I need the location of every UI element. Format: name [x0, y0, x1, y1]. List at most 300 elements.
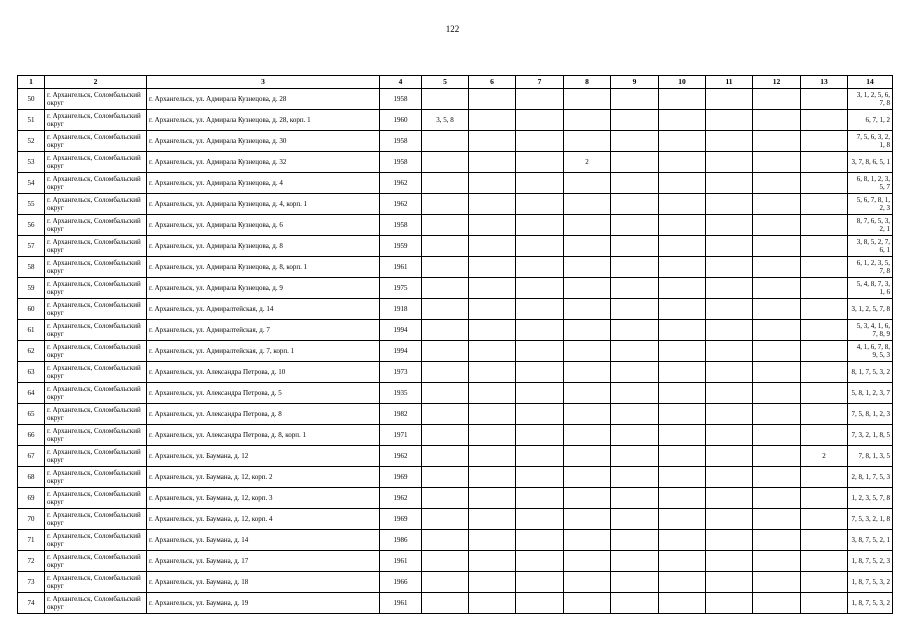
- row-number-cell: 72: [18, 551, 45, 572]
- col13-cell: [801, 593, 848, 614]
- col10-cell: [659, 131, 706, 152]
- col10-cell: [659, 278, 706, 299]
- col9-cell: [611, 341, 659, 362]
- codes-cell: 7, 8, 1, 3, 5: [848, 446, 893, 467]
- codes-cell: 8, 7, 6, 5, 3, 2, 1: [848, 215, 893, 236]
- table-row: [18, 173, 893, 194]
- col7-cell: [516, 299, 564, 320]
- codes-cell: 2, 8, 1, 7, 5, 3: [848, 467, 893, 488]
- col5-cell: [422, 215, 469, 236]
- address-cell: г. Архангельск, ул. Баумана, д. 17: [147, 551, 380, 572]
- address-cell: г. Архангельск, ул. Александра Петрова, д. 5: [147, 383, 380, 404]
- col7-cell: [516, 152, 564, 173]
- col10-cell: [659, 509, 706, 530]
- col13-cell: [801, 572, 848, 593]
- year-cell: 1994: [380, 341, 422, 362]
- col7-cell: [516, 131, 564, 152]
- col11-cell: [706, 446, 753, 467]
- year-cell: 1961: [380, 551, 422, 572]
- col8-cell: [564, 173, 611, 194]
- col5-cell: [422, 341, 469, 362]
- col10-cell: [659, 89, 706, 110]
- district-cell: г. Архангельск, Соломбальский округ: [45, 257, 147, 278]
- district-cell: г. Архангельск, Соломбальский округ: [45, 299, 147, 320]
- col7-cell: [516, 215, 564, 236]
- col13-cell: 2: [801, 446, 848, 467]
- column-header-6: 6: [469, 76, 516, 89]
- row-number-cell: 58: [18, 257, 45, 278]
- col12-cell: [753, 404, 801, 425]
- address-cell: г. Архангельск, ул. Адмирала Кузнецова, д. 30: [147, 131, 380, 152]
- col6-cell: [469, 593, 516, 614]
- district-cell: г. Архангельск, Соломбальский округ: [45, 446, 147, 467]
- col10-cell: [659, 593, 706, 614]
- col7-cell: [516, 404, 564, 425]
- col12-cell: [753, 89, 801, 110]
- col11-cell: [706, 593, 753, 614]
- col13-cell: [801, 488, 848, 509]
- address-cell: г. Архангельск, ул. Баумана, д. 12: [147, 446, 380, 467]
- col8-cell: [564, 131, 611, 152]
- col13-cell: [801, 236, 848, 257]
- row-number-cell: 50: [18, 89, 45, 110]
- codes-cell: 5, 4, 8, 7, 3, 1, 6: [848, 278, 893, 299]
- col11-cell: [706, 509, 753, 530]
- table-row: [18, 509, 893, 530]
- year-cell: 1994: [380, 320, 422, 341]
- building-register-table: [17, 75, 893, 614]
- table-row: [18, 320, 893, 341]
- col9-cell: [611, 257, 659, 278]
- col8-cell: 2: [564, 152, 611, 173]
- col11-cell: [706, 299, 753, 320]
- row-number-cell: 57: [18, 236, 45, 257]
- col7-cell: [516, 89, 564, 110]
- col9-cell: [611, 572, 659, 593]
- year-cell: 1960: [380, 110, 422, 131]
- col13-cell: [801, 152, 848, 173]
- col13-cell: [801, 551, 848, 572]
- col7-cell: [516, 341, 564, 362]
- col13-cell: [801, 110, 848, 131]
- year-cell: 1975: [380, 278, 422, 299]
- codes-cell: 4, 1, 6, 7, 8, 9, 5, 3: [848, 341, 893, 362]
- col10-cell: [659, 404, 706, 425]
- col7-cell: [516, 467, 564, 488]
- col9-cell: [611, 404, 659, 425]
- col5-cell: [422, 278, 469, 299]
- year-cell: 1966: [380, 572, 422, 593]
- table-row: [18, 236, 893, 257]
- col5-cell: [422, 236, 469, 257]
- col7-cell: [516, 320, 564, 341]
- col8-cell: [564, 320, 611, 341]
- col13-cell: [801, 215, 848, 236]
- district-cell: г. Архангельск, Соломбальский округ: [45, 278, 147, 299]
- year-cell: 1958: [380, 89, 422, 110]
- col9-cell: [611, 593, 659, 614]
- col9-cell: [611, 425, 659, 446]
- codes-cell: 6, 7, 1, 2: [848, 110, 893, 131]
- table-row: [18, 215, 893, 236]
- col8-cell: [564, 236, 611, 257]
- codes-cell: 1, 8, 7, 5, 3, 2: [848, 593, 893, 614]
- table-row: [18, 383, 893, 404]
- col7-cell: [516, 194, 564, 215]
- col6-cell: [469, 131, 516, 152]
- col13-cell: [801, 509, 848, 530]
- col10-cell: [659, 320, 706, 341]
- col12-cell: [753, 131, 801, 152]
- row-number-cell: 63: [18, 362, 45, 383]
- col5-cell: [422, 467, 469, 488]
- col9-cell: [611, 215, 659, 236]
- year-cell: 1986: [380, 530, 422, 551]
- row-number-cell: 52: [18, 131, 45, 152]
- col11-cell: [706, 467, 753, 488]
- col10-cell: [659, 215, 706, 236]
- column-number-header-row: [18, 76, 893, 89]
- col6-cell: [469, 446, 516, 467]
- table-row: [18, 341, 893, 362]
- address-cell: г. Архангельск, ул. Баумана, д. 18: [147, 572, 380, 593]
- col5-cell: [422, 593, 469, 614]
- codes-cell: 6, 1, 2, 3, 5, 7, 8: [848, 257, 893, 278]
- address-cell: г. Архангельск, ул. Баумана, д. 12, корп. 4: [147, 509, 380, 530]
- address-cell: г. Архангельск, ул. Адмиралтейская, д. 7: [147, 320, 380, 341]
- row-number-cell: 68: [18, 467, 45, 488]
- table-row: [18, 299, 893, 320]
- col6-cell: [469, 173, 516, 194]
- col11-cell: [706, 362, 753, 383]
- col7-cell: [516, 425, 564, 446]
- row-number-cell: 60: [18, 299, 45, 320]
- col6-cell: [469, 551, 516, 572]
- address-cell: г. Архангельск, ул. Баумана, д. 12, корп. 3: [147, 488, 380, 509]
- col11-cell: [706, 572, 753, 593]
- col13-cell: [801, 530, 848, 551]
- col11-cell: [706, 320, 753, 341]
- row-number-cell: 74: [18, 593, 45, 614]
- col7-cell: [516, 257, 564, 278]
- col6-cell: [469, 257, 516, 278]
- col10-cell: [659, 530, 706, 551]
- col11-cell: [706, 488, 753, 509]
- col12-cell: [753, 572, 801, 593]
- col9-cell: [611, 110, 659, 131]
- codes-cell: 3, 1, 2, 5, 6, 7, 8: [848, 89, 893, 110]
- col5-cell: [422, 362, 469, 383]
- address-cell: г. Архангельск, ул. Баумана, д. 19: [147, 593, 380, 614]
- col5-cell: [422, 425, 469, 446]
- row-number-cell: 67: [18, 446, 45, 467]
- row-number-cell: 56: [18, 215, 45, 236]
- col7-cell: [516, 446, 564, 467]
- column-header-13: 13: [801, 76, 848, 89]
- table-row: [18, 425, 893, 446]
- codes-cell: 3, 1, 2, 5, 7, 8: [848, 299, 893, 320]
- col8-cell: [564, 530, 611, 551]
- row-number-cell: 65: [18, 404, 45, 425]
- col5-cell: [422, 446, 469, 467]
- year-cell: 1971: [380, 425, 422, 446]
- col11-cell: [706, 236, 753, 257]
- codes-cell: 3, 8, 5, 2, 7, 6, 1: [848, 236, 893, 257]
- year-cell: 1962: [380, 173, 422, 194]
- col13-cell: [801, 257, 848, 278]
- col6-cell: [469, 299, 516, 320]
- year-cell: 1959: [380, 236, 422, 257]
- column-header-14: 14: [848, 76, 893, 89]
- col7-cell: [516, 110, 564, 131]
- col11-cell: [706, 257, 753, 278]
- col6-cell: [469, 320, 516, 341]
- address-cell: г. Архангельск, ул. Александра Петрова, д. 8, корп. 1: [147, 425, 380, 446]
- district-cell: г. Архангельск, Соломбальский округ: [45, 89, 147, 110]
- col6-cell: [469, 194, 516, 215]
- col10-cell: [659, 257, 706, 278]
- address-cell: г. Архангельск, ул. Баумана, д. 14: [147, 530, 380, 551]
- col5-cell: [422, 488, 469, 509]
- col13-cell: [801, 194, 848, 215]
- col9-cell: [611, 362, 659, 383]
- col13-cell: [801, 131, 848, 152]
- col10-cell: [659, 236, 706, 257]
- col5-cell: [422, 299, 469, 320]
- codes-cell: 5, 6, 7, 8, 1, 2, 3: [848, 194, 893, 215]
- table-row: [18, 446, 893, 467]
- col9-cell: [611, 152, 659, 173]
- table-body: [18, 89, 893, 614]
- col11-cell: [706, 89, 753, 110]
- column-header-3: 3: [147, 76, 380, 89]
- codes-cell: 3, 8, 7, 5, 2, 1: [848, 530, 893, 551]
- col11-cell: [706, 152, 753, 173]
- col5-cell: [422, 131, 469, 152]
- col12-cell: [753, 467, 801, 488]
- row-number-cell: 64: [18, 383, 45, 404]
- col9-cell: [611, 236, 659, 257]
- row-number-cell: 73: [18, 572, 45, 593]
- codes-cell: 3, 7, 8, 6, 5, 1: [848, 152, 893, 173]
- col7-cell: [516, 551, 564, 572]
- col12-cell: [753, 509, 801, 530]
- col11-cell: [706, 110, 753, 131]
- row-number-cell: 54: [18, 173, 45, 194]
- col9-cell: [611, 173, 659, 194]
- col10-cell: [659, 341, 706, 362]
- column-header-11: 11: [706, 76, 753, 89]
- codes-cell: 7, 5, 6, 3, 2, 1, 8: [848, 131, 893, 152]
- col5-cell: [422, 530, 469, 551]
- col7-cell: [516, 383, 564, 404]
- col5-cell: [422, 152, 469, 173]
- codes-cell: 5, 3, 4, 1, 6, 7, 8, 9: [848, 320, 893, 341]
- table-row: [18, 152, 893, 173]
- year-cell: 1982: [380, 404, 422, 425]
- col9-cell: [611, 509, 659, 530]
- row-number-cell: 62: [18, 341, 45, 362]
- col13-cell: [801, 173, 848, 194]
- col6-cell: [469, 488, 516, 509]
- col11-cell: [706, 341, 753, 362]
- row-number-cell: 51: [18, 110, 45, 131]
- column-header-4: 4: [380, 76, 422, 89]
- col5-cell: [422, 320, 469, 341]
- col5-cell: [422, 383, 469, 404]
- year-cell: 1918: [380, 299, 422, 320]
- district-cell: г. Архангельск, Соломбальский округ: [45, 593, 147, 614]
- col12-cell: [753, 593, 801, 614]
- column-header-8: 8: [564, 76, 611, 89]
- col5-cell: [422, 89, 469, 110]
- col12-cell: [753, 383, 801, 404]
- col5-cell: [422, 404, 469, 425]
- district-cell: г. Архангельск, Соломбальский округ: [45, 551, 147, 572]
- col7-cell: [516, 509, 564, 530]
- year-cell: 1961: [380, 593, 422, 614]
- address-cell: г. Архангельск, ул. Адмиралтейская, д. 7, корп. 1: [147, 341, 380, 362]
- codes-cell: 7, 3, 2, 1, 8, 5: [848, 425, 893, 446]
- year-cell: 1958: [380, 131, 422, 152]
- district-cell: г. Архангельск, Соломбальский округ: [45, 362, 147, 383]
- col6-cell: [469, 509, 516, 530]
- table-row: [18, 593, 893, 614]
- col7-cell: [516, 593, 564, 614]
- table-row: [18, 89, 893, 110]
- col9-cell: [611, 383, 659, 404]
- col8-cell: [564, 488, 611, 509]
- col9-cell: [611, 446, 659, 467]
- col5-cell: [422, 509, 469, 530]
- col8-cell: [564, 425, 611, 446]
- district-cell: г. Архангельск, Соломбальский округ: [45, 173, 147, 194]
- table-row: [18, 110, 893, 131]
- col6-cell: [469, 467, 516, 488]
- district-cell: г. Архангельск, Соломбальский округ: [45, 152, 147, 173]
- col13-cell: [801, 362, 848, 383]
- col5-cell: [422, 257, 469, 278]
- address-cell: г. Архангельск, ул. Александра Петрова, д. 8: [147, 404, 380, 425]
- col10-cell: [659, 467, 706, 488]
- col7-cell: [516, 236, 564, 257]
- address-cell: г. Архангельск, ул. Адмирала Кузнецова, д. 8: [147, 236, 380, 257]
- col13-cell: [801, 467, 848, 488]
- col6-cell: [469, 404, 516, 425]
- table-row: [18, 362, 893, 383]
- col11-cell: [706, 173, 753, 194]
- row-number-cell: 53: [18, 152, 45, 173]
- col6-cell: [469, 236, 516, 257]
- table-row: [18, 194, 893, 215]
- col6-cell: [469, 362, 516, 383]
- col13-cell: [801, 320, 848, 341]
- col7-cell: [516, 530, 564, 551]
- district-cell: г. Архангельск, Соломбальский округ: [45, 572, 147, 593]
- district-cell: г. Архангельск, Соломбальский округ: [45, 530, 147, 551]
- col10-cell: [659, 194, 706, 215]
- col6-cell: [469, 383, 516, 404]
- col8-cell: [564, 593, 611, 614]
- col12-cell: [753, 278, 801, 299]
- row-number-cell: 66: [18, 425, 45, 446]
- col8-cell: [564, 509, 611, 530]
- year-cell: 1958: [380, 215, 422, 236]
- district-cell: г. Архангельск, Соломбальский округ: [45, 404, 147, 425]
- col6-cell: [469, 152, 516, 173]
- row-number-cell: 70: [18, 509, 45, 530]
- col8-cell: [564, 572, 611, 593]
- col7-cell: [516, 278, 564, 299]
- col6-cell: [469, 530, 516, 551]
- col12-cell: [753, 215, 801, 236]
- col11-cell: [706, 131, 753, 152]
- address-cell: г. Архангельск, ул. Адмиралтейская, д. 14: [147, 299, 380, 320]
- table-row: [18, 530, 893, 551]
- codes-cell: 1, 8, 7, 5, 2, 3: [848, 551, 893, 572]
- codes-cell: 1, 8, 7, 5, 3, 2: [848, 572, 893, 593]
- col11-cell: [706, 215, 753, 236]
- col12-cell: [753, 320, 801, 341]
- address-cell: г. Архангельск, ул. Адмирала Кузнецова, д. 28, корп. 1: [147, 110, 380, 131]
- district-cell: г. Архангельск, Соломбальский округ: [45, 194, 147, 215]
- table-row: [18, 551, 893, 572]
- col5-cell: [422, 572, 469, 593]
- col8-cell: [564, 551, 611, 572]
- col13-cell: [801, 383, 848, 404]
- col10-cell: [659, 425, 706, 446]
- col10-cell: [659, 488, 706, 509]
- year-cell: 1962: [380, 446, 422, 467]
- col9-cell: [611, 551, 659, 572]
- col12-cell: [753, 257, 801, 278]
- address-cell: г. Архангельск, ул. Адмирала Кузнецова, д. 8, корп. 1: [147, 257, 380, 278]
- district-cell: г. Архангельск, Соломбальский округ: [45, 425, 147, 446]
- codes-cell: 7, 5, 3, 2, 1, 8: [848, 509, 893, 530]
- column-header-1: 1: [18, 76, 45, 89]
- codes-cell: 1, 2, 3, 5, 7, 8: [848, 488, 893, 509]
- col11-cell: [706, 383, 753, 404]
- col10-cell: [659, 362, 706, 383]
- year-cell: 1969: [380, 509, 422, 530]
- table-row: [18, 278, 893, 299]
- col12-cell: [753, 194, 801, 215]
- col12-cell: [753, 299, 801, 320]
- col7-cell: [516, 362, 564, 383]
- col12-cell: [753, 446, 801, 467]
- col13-cell: [801, 425, 848, 446]
- table-row: [18, 404, 893, 425]
- address-cell: г. Архангельск, ул. Баумана, д. 12, корп. 2: [147, 467, 380, 488]
- col8-cell: [564, 383, 611, 404]
- col9-cell: [611, 530, 659, 551]
- col10-cell: [659, 446, 706, 467]
- col9-cell: [611, 467, 659, 488]
- col9-cell: [611, 89, 659, 110]
- col9-cell: [611, 488, 659, 509]
- codes-cell: 5, 8, 1, 2, 3, 7: [848, 383, 893, 404]
- col9-cell: [611, 131, 659, 152]
- col6-cell: [469, 278, 516, 299]
- col6-cell: [469, 425, 516, 446]
- col6-cell: [469, 341, 516, 362]
- row-number-cell: 69: [18, 488, 45, 509]
- page-number: 122: [445, 24, 460, 34]
- col5-cell: 3, 5, 8: [422, 110, 469, 131]
- district-cell: г. Архангельск, Соломбальский округ: [45, 509, 147, 530]
- col12-cell: [753, 425, 801, 446]
- table-row: [18, 467, 893, 488]
